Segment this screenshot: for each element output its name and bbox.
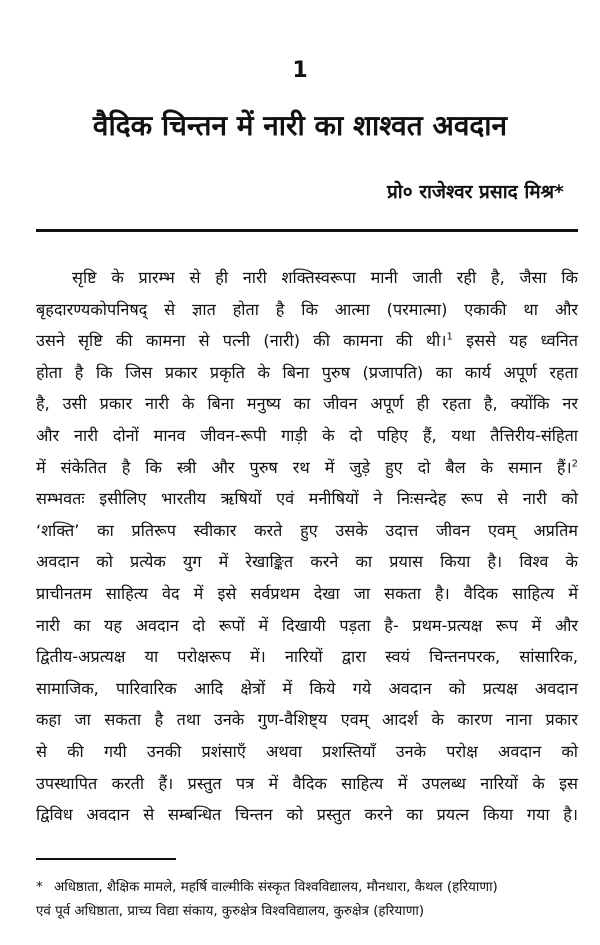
footnote xyxy=(36,876,586,924)
footnote-line: अधिष्ठाता, शैक्षिक मामले, महर्षि वाल्मीकि संस्कृत विश्वविद्यालय, मौनधारा, कैथल (हरियाणा) xyxy=(54,880,498,895)
body-line: कहा जा सकता है तथा उनके गुण-वैशिष्ट्य एवम् आदर्श के कारण नाना प्रकार xyxy=(36,710,578,730)
body-line: द्वितीय-अप्रत्यक्ष या परोक्षरूप में। नारियों द्वारा स्वयं चिन्तनपरक, सांसारिक, xyxy=(36,647,578,667)
body-line-tail: इससे यह ध्वनित xyxy=(466,331,578,351)
body-line: बृहदारण्यकोपनिषद् से ज्ञात होता है कि आत्मा (परमात्मा) एकाकी था और xyxy=(36,299,578,319)
body-line: उपस्थापित करती हैं। प्रस्तुत पत्र में वैदिक साहित्य में उपलब्ध नारियों के इस xyxy=(36,773,578,793)
body-line: से की गयी उनकी प्रशंसाएँ अथवा प्रशस्तियाँ उनके परोक्ष अवदान को xyxy=(36,741,578,761)
chapter-title: वैदिक चिन्तन में नारी का शाश्वत अवदान xyxy=(92,109,508,142)
body-line-text: में संकेतित है कि स्त्री और पुरुष रथ में जुड़े हुए दो बैल के समान हैं। xyxy=(36,457,572,477)
title-divider xyxy=(36,229,578,232)
body-paragraph xyxy=(36,262,578,831)
body-line: ‘शक्ति’ का प्रतिरूप स्वीकार करते हुए उसके उदात्त जीवन एवम् अप्रतिम xyxy=(36,520,578,540)
body-line: और नारी दोनों मानव जीवन-रूपी गाड़ी के दो पहिए हैं, यथा तैत्तिरीय-संहिता xyxy=(36,425,578,445)
body-line: नारी का यह अवदान दो रूपों में दिखायी पड़ता है- प्रथम-प्रत्यक्ष रूप में और xyxy=(36,615,578,635)
body-line: अवदान को प्रत्येक युग में रेखाङ्कित करने का प्रयास किया है। विश्व के xyxy=(36,552,578,572)
body-line: द्विविध अवदान से सम्बन्धित चिन्तन को प्रस्तुत करने का प्रयत्न किया गया है। xyxy=(36,805,578,825)
body-line: सृष्टि के प्रारम्भ से ही नारी शक्तिस्वरूपा मानी जाती रही है, जैसा कि xyxy=(72,268,578,287)
footnote-divider xyxy=(36,858,176,860)
body-line: है, उसी प्रकार नारी के बिना मनुष्य का जीवन अपूर्ण ही रहता है, क्योंकि नर xyxy=(36,394,578,414)
footnote-ref-1: 1 xyxy=(446,331,453,343)
chapter-number: 1 xyxy=(292,58,308,83)
body-line-with-footnote-2 xyxy=(36,452,578,484)
body-line: होता है कि जिस प्रकार प्रकृति के बिना पुरुष (प्रजापति) का कार्य अपूर्ण रहता xyxy=(36,362,578,382)
author-name: प्रो० राजेश्वर प्रसाद मिश्र* xyxy=(387,181,564,203)
body-line: सामाजिक, पारिवारिक आदि क्षेत्रों में किये गये अवदान को प्रत्यक्ष अवदान xyxy=(36,678,578,698)
body-line: प्राचीनतम साहित्य वेद में इसे सर्वप्रथम देखा जा सकता है। वैदिक साहित्य में xyxy=(36,583,578,603)
footnote-marker: * xyxy=(36,880,43,895)
footnote-line: एवं पूर्व अधिष्ठाता, प्राच्य विद्या संकाय, कुरुक्षेत्र विश्वविद्यालय, कुरुक्षेत्र (हरियाणा) xyxy=(36,904,425,919)
body-line-text: उसने सृष्टि की कामना से पत्नी (नारी) की कामना की थी। xyxy=(36,331,447,351)
body-line-with-footnote-1 xyxy=(36,325,578,357)
body-line: सम्भवतः इसीलिए भारतीय ऋषियों एवं मनीषियों ने निःसन्देह रूप से नारी को xyxy=(36,489,578,509)
footnote-ref-2: 2 xyxy=(571,458,578,470)
